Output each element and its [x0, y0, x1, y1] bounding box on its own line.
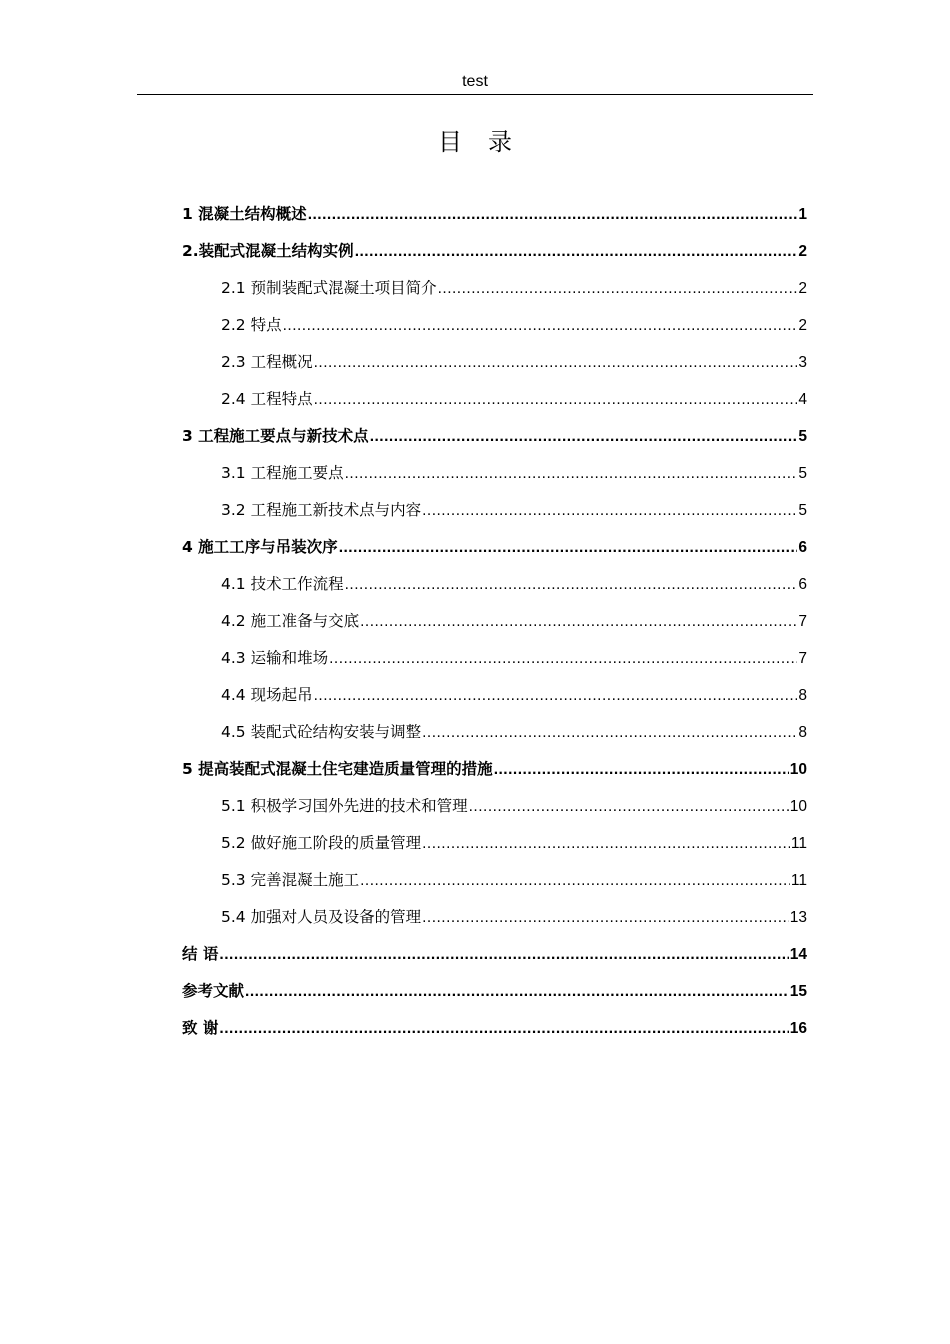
toc-page-number: 5 — [798, 502, 807, 519]
toc-entry-text: 4.2 施工准备与交底 — [221, 612, 360, 630]
toc-entry[interactable] — [182, 233, 807, 270]
toc-entry[interactable] — [182, 196, 807, 233]
toc-entry-text: 5.4 加强对人员及设备的管理 — [221, 908, 422, 926]
toc-leader — [219, 1010, 788, 1047]
toc-entry-text: 4 施工工序与吊装次序 — [182, 538, 338, 556]
toc-entry-text: 2.2 特点 — [221, 316, 282, 334]
toc-title — [0, 124, 950, 160]
toc-leader — [219, 936, 788, 973]
toc-page-number: 8 — [798, 724, 807, 741]
toc-leader — [494, 751, 789, 788]
page-header: test — [462, 73, 488, 90]
toc-page-number: 2 — [798, 243, 807, 260]
toc-entry-text: 2.1 预制装配式混凝土项目简介 — [221, 279, 437, 297]
toc-entry-text: 结 语 — [182, 945, 219, 963]
toc-leader — [314, 344, 798, 381]
toc-page-number: 14 — [789, 946, 807, 963]
toc-leader — [422, 492, 797, 529]
toc-entry-text: 3.2 工程施工新技术点与内容 — [221, 501, 422, 519]
toc-entry-text: 参考文献 — [182, 982, 245, 1000]
toc-entry-text: 5.3 完善混凝土施工 — [221, 871, 360, 889]
toc-entry-text: 5 提高装配式混凝土住宅建造质量管理的措施 — [182, 760, 493, 778]
toc-leader — [355, 233, 798, 270]
toc-entry[interactable] — [182, 899, 807, 936]
toc-leader — [245, 973, 789, 1010]
toc-leader — [438, 270, 798, 307]
toc-entry[interactable] — [182, 529, 807, 566]
toc-leader — [308, 196, 798, 233]
toc-entry-text: 4.4 现场起吊 — [221, 686, 313, 704]
toc-page-number: 4 — [798, 391, 807, 408]
toc-page-number: 3 — [798, 354, 807, 371]
toc-entry-text: 1 混凝土结构概述 — [182, 205, 307, 223]
toc-page-number: 2 — [798, 317, 807, 334]
toc-entry-text: 2.装配式混凝土结构实例 — [182, 242, 354, 260]
toc-leader — [422, 714, 797, 751]
toc-entry[interactable] — [182, 936, 807, 973]
toc-entry-text: 3.1 工程施工要点 — [221, 464, 344, 482]
toc-leader — [339, 529, 798, 566]
toc-entry[interactable] — [182, 566, 807, 603]
toc-page-number: 15 — [789, 983, 807, 1000]
toc-page-number: 7 — [798, 650, 807, 667]
toc-page-number: 16 — [789, 1020, 807, 1037]
toc-page-number: 13 — [789, 909, 807, 926]
toc-leader — [345, 455, 798, 492]
toc-list — [182, 196, 807, 1047]
toc-entry-text: 5.1 积极学习国外先进的技术和管理 — [221, 797, 468, 815]
toc-entry[interactable] — [182, 603, 807, 640]
toc-page-number: 10 — [789, 761, 807, 778]
toc-entry-text: 致 谢 — [182, 1019, 219, 1037]
toc-leader — [370, 418, 798, 455]
toc-page-number: 1 — [798, 206, 807, 223]
toc-leader — [360, 862, 790, 899]
toc-entry[interactable] — [182, 714, 807, 751]
toc-entry-text: 5.2 做好施工阶段的质量管理 — [221, 834, 422, 852]
header-divider — [137, 94, 813, 95]
toc-entry[interactable] — [182, 492, 807, 529]
toc-entry-text: 4.5 装配式砼结构安装与调整 — [221, 723, 422, 741]
toc-entry-text: 2.4 工程特点 — [221, 390, 313, 408]
toc-leader — [329, 640, 797, 677]
toc-entry[interactable] — [182, 973, 807, 1010]
toc-page-number: 11 — [790, 835, 807, 852]
toc-page-number: 8 — [798, 687, 807, 704]
toc-entry[interactable] — [182, 381, 807, 418]
toc-leader — [422, 899, 789, 936]
toc-entry[interactable] — [182, 788, 807, 825]
toc-entry[interactable] — [182, 418, 807, 455]
toc-leader — [283, 307, 798, 344]
toc-leader — [360, 603, 797, 640]
toc-title-right: 录 — [488, 128, 512, 156]
toc-leader — [345, 566, 798, 603]
toc-leader — [314, 381, 798, 418]
toc-entry[interactable] — [182, 825, 807, 862]
toc-page-number: 6 — [798, 539, 807, 556]
toc-page-number: 10 — [789, 798, 807, 815]
toc-entry[interactable] — [182, 862, 807, 899]
toc-entry[interactable] — [182, 270, 807, 307]
toc-entry[interactable] — [182, 455, 807, 492]
toc-page-number: 2 — [798, 280, 807, 297]
toc-leader — [422, 825, 790, 862]
toc-title-left: 目 — [438, 128, 462, 156]
toc-page-number: 7 — [798, 613, 807, 630]
toc-page-number: 5 — [798, 428, 807, 445]
toc-entry[interactable] — [182, 640, 807, 677]
toc-entry-text: 3 工程施工要点与新技术点 — [182, 427, 369, 445]
toc-page-number: 5 — [798, 465, 807, 482]
toc-entry-text: 4.3 运输和堆场 — [221, 649, 329, 667]
toc-entry-text: 4.1 技术工作流程 — [221, 575, 344, 593]
toc-entry-text: 2.3 工程概况 — [221, 353, 313, 371]
toc-leader — [469, 788, 789, 825]
toc-page-number: 11 — [790, 872, 807, 889]
toc-page-number: 6 — [798, 576, 807, 593]
toc-entry[interactable] — [182, 1010, 807, 1047]
toc-entry[interactable] — [182, 751, 807, 788]
toc-entry[interactable] — [182, 307, 807, 344]
toc-leader — [314, 677, 798, 714]
toc-entry[interactable] — [182, 677, 807, 714]
toc-entry[interactable] — [182, 344, 807, 381]
